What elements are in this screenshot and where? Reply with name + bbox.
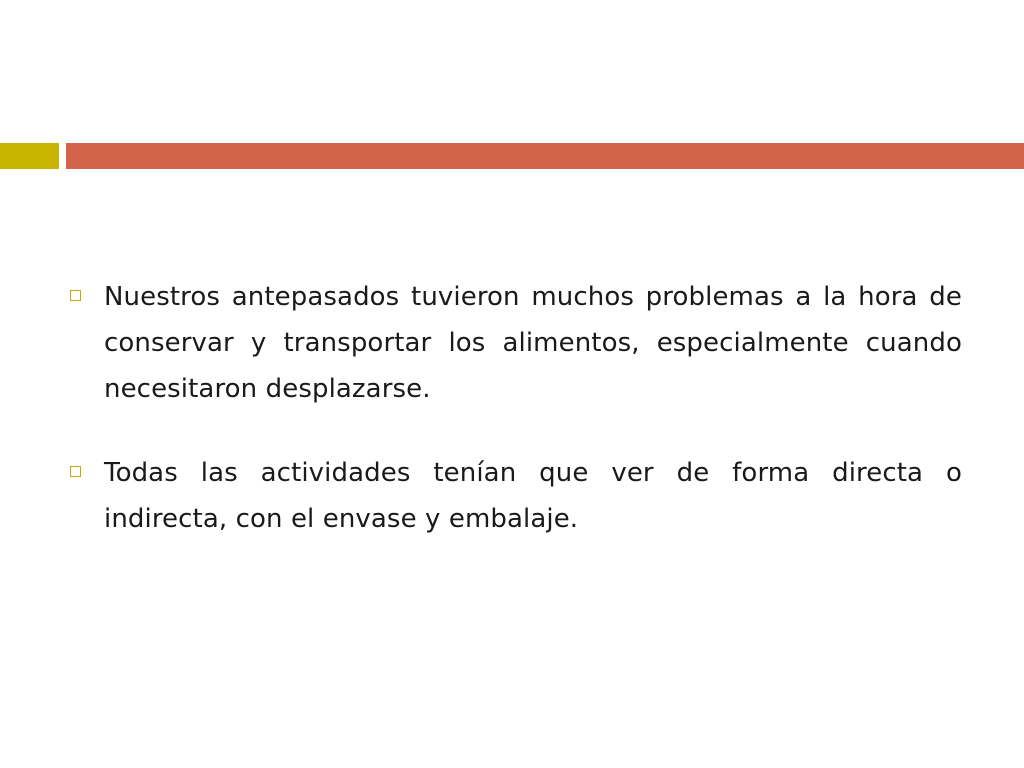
hollow-square-bullet-icon — [70, 290, 81, 301]
hollow-square-bullet-icon — [70, 466, 81, 477]
bullet-item — [70, 274, 962, 412]
header-accent-bar — [0, 143, 59, 169]
bullet-item — [70, 450, 962, 542]
header-main-bar — [66, 143, 1024, 169]
bullet-list — [70, 274, 962, 580]
bullet-text: Nuestros antepasados tuvieron muchos problemas a la hora de conservar y transportar los alimentos, especialmente cuando necesitaron desplazarse. — [104, 282, 962, 404]
bullet-text: Todas las actividades tenían que ver de forma directa o indirecta, con el envase y embalaje. — [104, 458, 962, 534]
